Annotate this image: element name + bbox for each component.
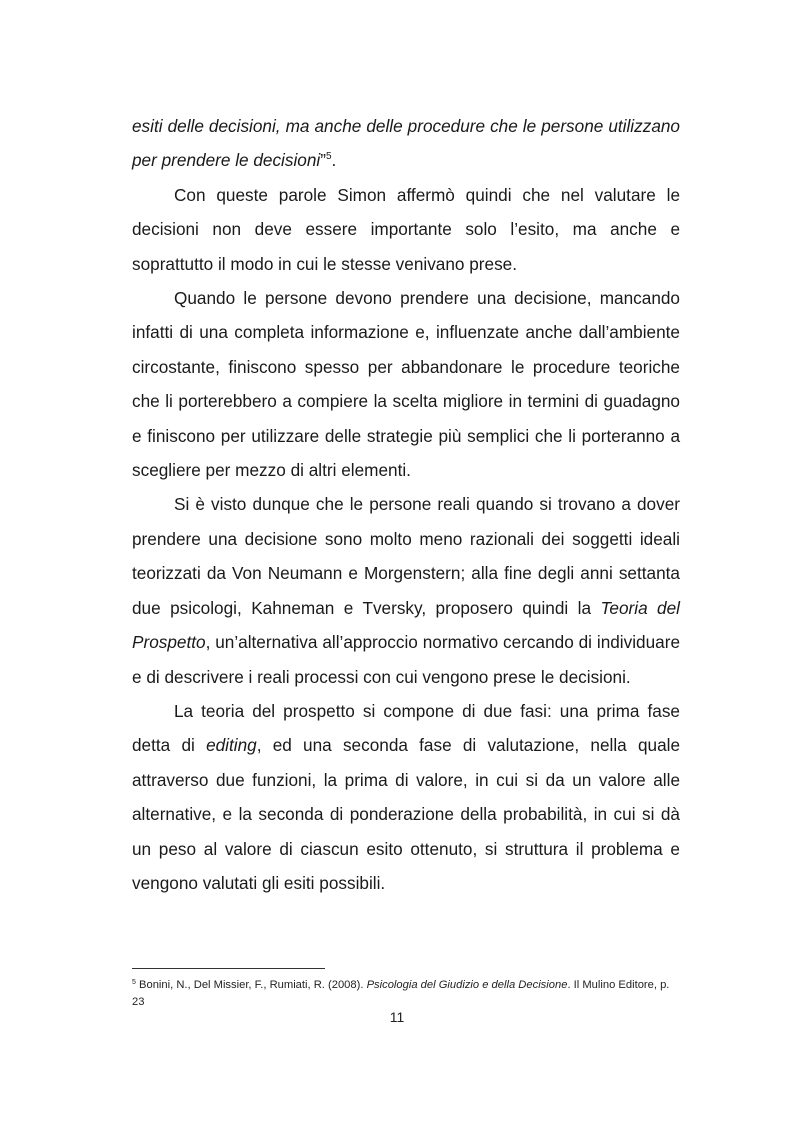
footnote-book-title: Psicologia del Giudizio e della Decisione xyxy=(366,979,568,991)
footnote-reference[interactable]: 5 xyxy=(325,151,332,163)
paragraph-decision-making: Quando le persone devono prendere una decisione, mancando infatti di una completa informazione e, influenzate anche dall’ambiente circostante, finiscono spesso per abbandonare le procedure teoriche che li porterebbero a compiere la scelta migliore in termini di guadagno e finiscono per utilizzare delle strategie più semplici che li porteranno a scegliere per mezzo di altri elementi. xyxy=(132,288,680,481)
paragraph-prospect-intro xyxy=(132,487,680,693)
paragraph-prospect-intro-part2: , un’alternativa all’approccio normativo cercando di individuare e di descrivere i reali processi con cui vengono prese le decisioni. xyxy=(132,632,680,687)
body-text xyxy=(132,109,680,900)
prospect-theory-term: Teoria del Prospetto xyxy=(132,597,680,653)
quote-end-period: . xyxy=(331,150,337,171)
paragraph-simon: Con queste parole Simon affermò quindi che nel valutare le decisioni non deve essere importante solo l’esito, ma anche e soprattutto il modo in cui le stesse venivano prese. xyxy=(132,184,680,274)
footnote-separator xyxy=(132,968,325,969)
paragraph-quote-continuation xyxy=(132,109,680,178)
editing-term: editing xyxy=(206,735,257,756)
footnote-number: 5 xyxy=(132,979,136,986)
quote-text: esiti delle decisioni, ma anche delle procedure che le persone utilizzano per prendere le decisioni xyxy=(132,116,680,171)
footnote-authors: Bonini, N., Del Missier, F., Rumiati, R. (2008). xyxy=(135,979,367,991)
footnote-publisher: . Il Mulino Editore, p. 23 xyxy=(132,979,670,1008)
quote-close-mark: ” xyxy=(320,150,326,171)
paragraph-prospect-phases xyxy=(132,694,680,900)
paragraph-prospect-intro-part1: Si è visto dunque che le persone reali quando si trovano a dover prendere una decisione sono molto meno razionali dei soggetti ideali teorizzati da Von Neumann e Morgenstern; alla fine degli anni settanta due psicologi, Kahneman e Tversky, proposero quindi la xyxy=(132,494,680,618)
paragraph-prospect-phases-part2: , ed una seconda fase di valutazione, nella quale attraverso due funzioni, la prima di valore, in cui si da un valore alle alternative, e la seconda di ponderazione della probabilità, in cui si dà un peso al valore di ciascun esito ottenuto, si struttura il problema e vengono valutati gli esiti possibili. xyxy=(132,735,681,893)
footnote xyxy=(132,977,680,1011)
page-number: 11 xyxy=(389,1009,405,1025)
paragraph-prospect-phases-part1: La teoria del prospetto si compone di due fasi: una prima fase detta di xyxy=(132,700,680,756)
